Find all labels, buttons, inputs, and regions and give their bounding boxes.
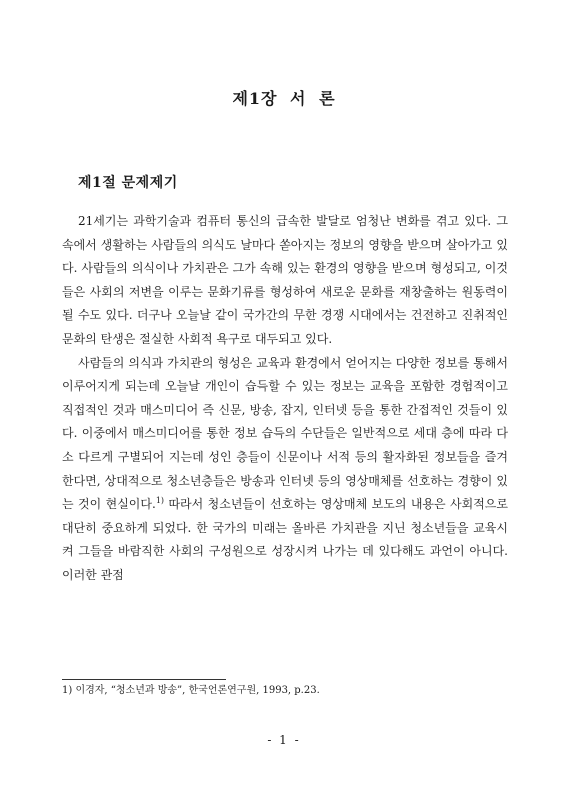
paragraph-2 <box>62 352 508 588</box>
section-title: 제1절 문제제기 <box>78 175 178 191</box>
footnote-divider <box>62 679 226 680</box>
paragraph-2-part-2: 따라서 청소년들이 선호하는 영상매체 보도의 내용은 사회적으로 대단히 중요하게 되었다. 한 국가의 미래는 올바른 가치관을 지닌 청소년들을 교육시켜 그들을 바람직한 사회의 구성원으로 성장시켜 나가는 데 있다해도 과언이 아니다. 이러한 관점 <box>62 497 508 582</box>
paragraph-1: 21세기는 과학기술과 컴퓨터 통신의 급속한 발달로 엄청난 변화를 겪고 있다. 그 속에서 생활하는 사람들의 의식도 날마다 쏟아지는 정보의 영향을 받으며 살아가고 있다. 사람들의 의식이나 가치관은 그가 속해 있는 환경의 영향을 받으며 형성되고, 이것들은 사회의 저변을 이루는 문화기류를 형성하여 새로운 문화를 재창출하는 원동력이 될 수도 있다. 더구나 오늘날 같이 국가간의 무한 경쟁 시대에서는 건전하고 진취적인 문화의 탄생은 절실한 사회적 욕구로 대두되고 있다. <box>62 214 508 346</box>
paragraph-2-part-1: 사람들의 의식과 가치관의 형성은 교육과 환경에서 얻어지는 다양한 정보를 통해서 이루어지게 되는데 오늘날 개인이 습득할 수 있는 정보는 교육을 포함한 경험적이고 직접적인 것과 매스미디어 즉 신문, 방송, 잡지, 인터넷 등을 통한 간접적인 것들이 있다. 이중에서 매스미디어를 통한 정보 습득의 수단들은 일반적으로 세대 층에 따라 다소 다르게 구별되어 지는데 성인 층들이 신문이나 서적 등의 활자화된 정보들을 즐겨한다면, 상대적으로 청소년층들은 방송과 인터넷 등의 영상매체를 선호하는 경향이 있는 것이 현실이다. <box>62 355 508 512</box>
body-text <box>62 210 508 588</box>
footnote-marker[interactable]: 1) <box>155 496 165 506</box>
chapter-title: 제1장 서 론 <box>232 89 336 108</box>
footnote: 1) 이경자, “청소년과 방송”, 한국언론연구원, 1993, p.23. <box>62 685 320 696</box>
page-number: - 1 - <box>267 733 301 747</box>
